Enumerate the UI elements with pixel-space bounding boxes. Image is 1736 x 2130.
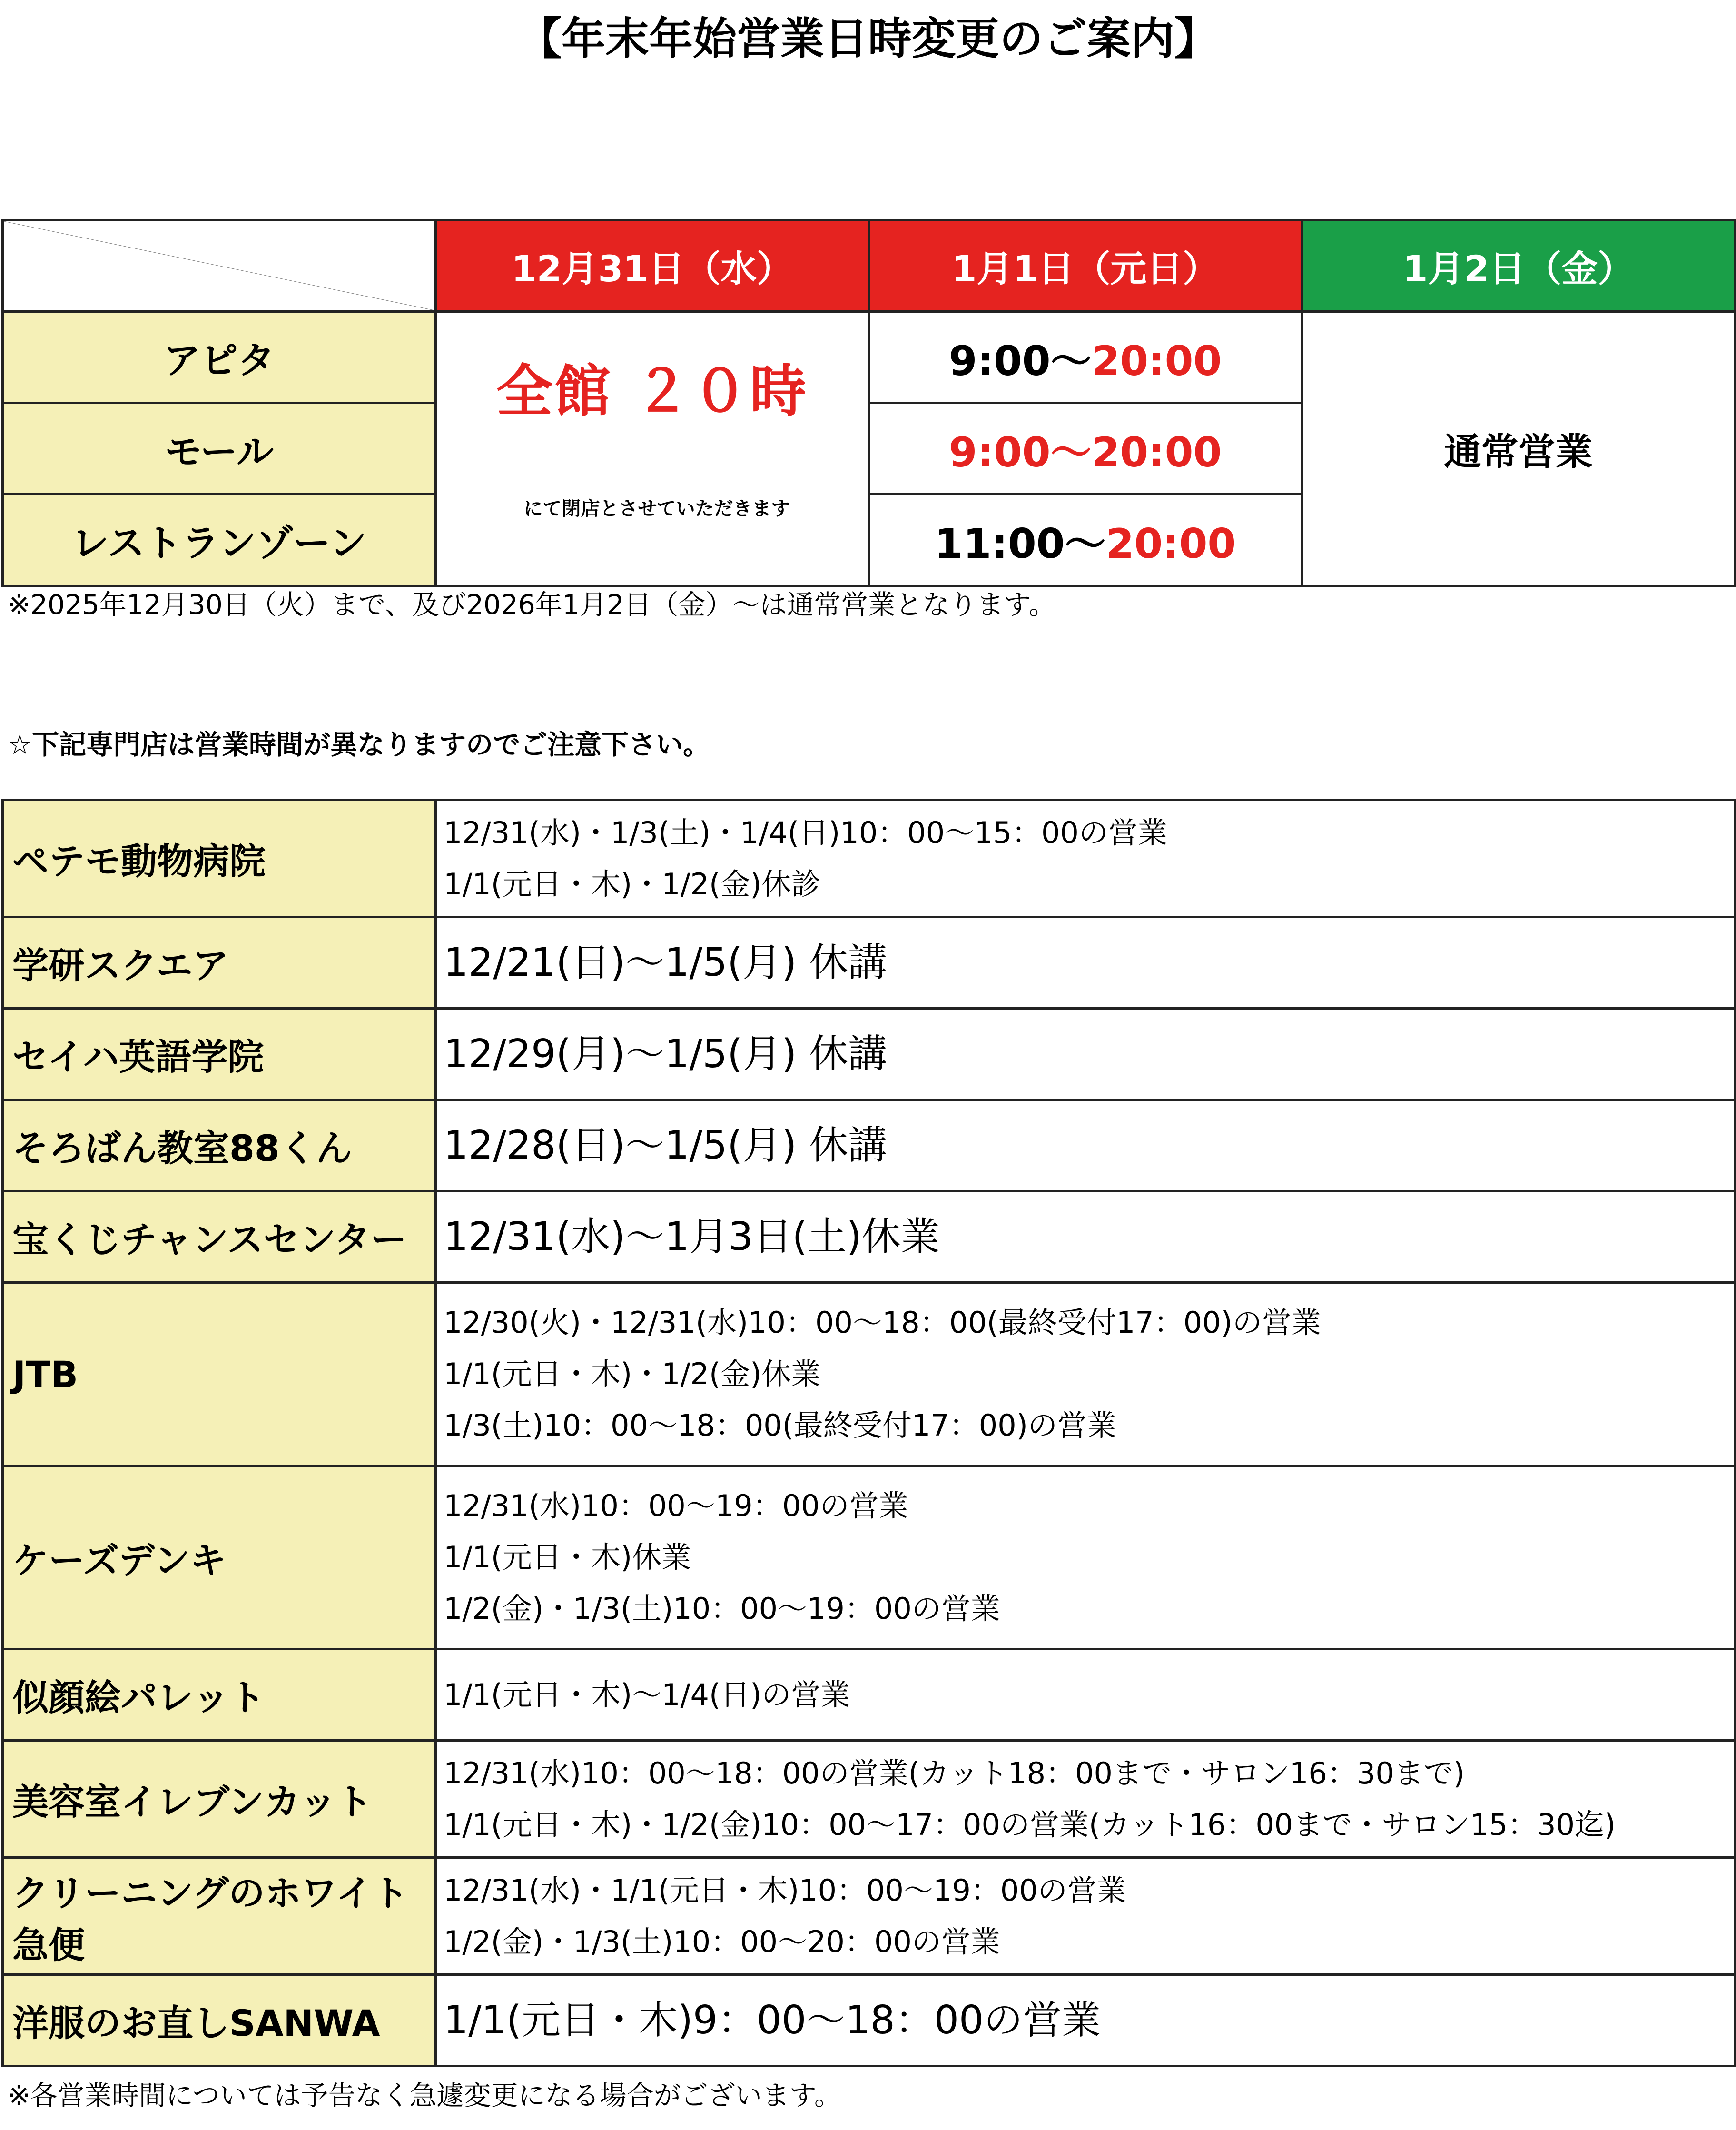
close-note: にて閉店とさせていただきます — [523, 498, 790, 520]
shop-row — [3, 1009, 1735, 1100]
shop-hours-line: 1/2(金)・1/3(土)10：00〜19：00の営業 — [444, 1591, 1000, 1626]
jan1-mall-hours — [869, 403, 1302, 495]
shop-hours-line: 12/21(日)〜1/5(月) 休講 — [444, 940, 888, 985]
shop-name: 洋服のお直しSANWA — [3, 1975, 436, 2066]
shop-hours — [436, 917, 1735, 1009]
shop-hours — [436, 800, 1735, 917]
open-time: 9:00〜 — [948, 337, 1092, 385]
jan2-regular-hours: 通常営業 — [1302, 312, 1735, 586]
shop-hours — [436, 1191, 1735, 1283]
shop-name: 宝くじチャンスセンター — [3, 1191, 436, 1283]
shop-hours-line: 12/31(水)10：00〜18：00の営業(カット18：00まで・サロン16：30まで) — [444, 1755, 1465, 1791]
shop-row — [3, 1466, 1735, 1649]
shop-name: 似顔絵パレット — [3, 1649, 436, 1741]
close-time: 20:00 — [1105, 520, 1236, 568]
shop-hours-line: 1/1(元日・木)〜1/4(日)の営業 — [444, 1677, 850, 1712]
shop-hours — [436, 1649, 1735, 1741]
shop-name: セイハ英語学院 — [3, 1009, 436, 1100]
shop-hours — [436, 1009, 1735, 1100]
holiday-schedule-table — [1, 219, 1736, 587]
shop-hours-line: 1/1(元日・木)休業 — [444, 1540, 691, 1575]
shop-row — [3, 1100, 1735, 1191]
shop-hours-line: 12/30(火)・12/31(水)10：00〜18：00(最終受付17：00)の営業 — [444, 1305, 1321, 1340]
diagonal-header-cell — [3, 220, 436, 312]
area-apita: アピタ — [3, 312, 436, 403]
shop-row — [3, 917, 1735, 1009]
shop-name: そろばん教室88くん — [3, 1100, 436, 1191]
shop-hours-line: 12/31(水)・1/1(元日・木)10：00〜19：00の営業 — [444, 1872, 1126, 1908]
shop-hours-line: 12/31(水)〜1月3日(土)休業 — [444, 1214, 940, 1259]
header-dec31: 12月31日（水） — [436, 220, 869, 312]
area-restaurant-zone: レストランゾーン — [3, 495, 436, 586]
shop-name: JTB — [3, 1283, 436, 1466]
dec31-cell — [436, 312, 869, 586]
shop-hours — [436, 1975, 1735, 2066]
specialty-shops-table — [1, 799, 1736, 2067]
jan1-apita-hours — [869, 312, 1302, 403]
shop-hours-line: 12/31(水)10：00〜19：00の営業 — [444, 1488, 908, 1523]
shop-name: 学研スクエア — [3, 917, 436, 1009]
specialty-shops-heading: ☆下記専門店は営業時間が異なりますのでご注意下さい。 — [8, 729, 710, 761]
shop-name: クリーニングのホワイト急便 — [3, 1858, 436, 1975]
shop-hours — [436, 1466, 1735, 1649]
shop-name: 美容室イレブンカット — [3, 1741, 436, 1858]
shop-name: ペテモ動物病院 — [3, 800, 436, 917]
shop-hours-line: 1/2(金)・1/3(土)10：00〜20：00の営業 — [444, 1924, 1000, 1959]
shop-row — [3, 1191, 1735, 1283]
shop-name: ケーズデンキ — [3, 1466, 436, 1649]
header-jan2: 1月2日（金） — [1302, 220, 1735, 312]
jan1-restaurant-hours — [869, 495, 1302, 586]
footer-note: ※各営業時間については予告なく急遽変更になる場合がございます。 — [8, 2080, 842, 2111]
shop-row — [3, 1283, 1735, 1466]
shop-row — [3, 1741, 1735, 1858]
open-time: 11:00〜 — [934, 520, 1106, 568]
shop-hours — [436, 1741, 1735, 1858]
close-time: 20:00 — [1091, 428, 1222, 476]
shop-row — [3, 1858, 1735, 1975]
header-jan1: 1月1日（元日） — [869, 220, 1302, 312]
shop-hours-line: 1/1(元日・木)・1/2(金)休業 — [444, 1357, 821, 1391]
close-time: 20:00 — [1091, 337, 1222, 385]
shop-row — [3, 1649, 1735, 1741]
area-mall: モール — [3, 403, 436, 495]
diagonal-line — [4, 221, 434, 310]
open-time: 9:00〜 — [948, 428, 1092, 476]
shop-hours-line: 12/28(日)〜1/5(月) 休講 — [444, 1122, 888, 1168]
shop-hours — [436, 1100, 1735, 1191]
shop-hours-line: 12/31(水)・1/3(土)・1/4(日)10：00〜15：00の営業 — [444, 815, 1167, 850]
shop-hours-line: 1/1(元日・木)・1/2(金)休診 — [444, 866, 821, 902]
shop-row — [3, 800, 1735, 917]
shop-hours — [436, 1858, 1735, 1975]
shop-row — [3, 1975, 1735, 2066]
page-title: 【年末年始営業日時変更のご案内】 — [517, 13, 1218, 64]
regular-hours-note: ※2025年12月30日（火）まで、及び2026年1月2日（金）〜は通常営業となります。 — [8, 589, 1056, 621]
shop-hours-line: 1/3(土)10：00〜18：00(最終受付17：00)の営業 — [444, 1408, 1116, 1443]
shop-hours-line: 1/1(元日・木)・1/2(金)10：00〜17：00の営業(カット16：00まで・サロン15：30迄) — [444, 1807, 1616, 1842]
shop-hours — [436, 1283, 1735, 1466]
shop-hours-line: 12/29(月)〜1/5(月) 休講 — [444, 1031, 888, 1077]
all-hall-close-time: 全館 ２０時 — [496, 358, 809, 424]
shop-hours-line: 1/1(元日・木)9：00〜18：00の営業 — [444, 1997, 1101, 2043]
